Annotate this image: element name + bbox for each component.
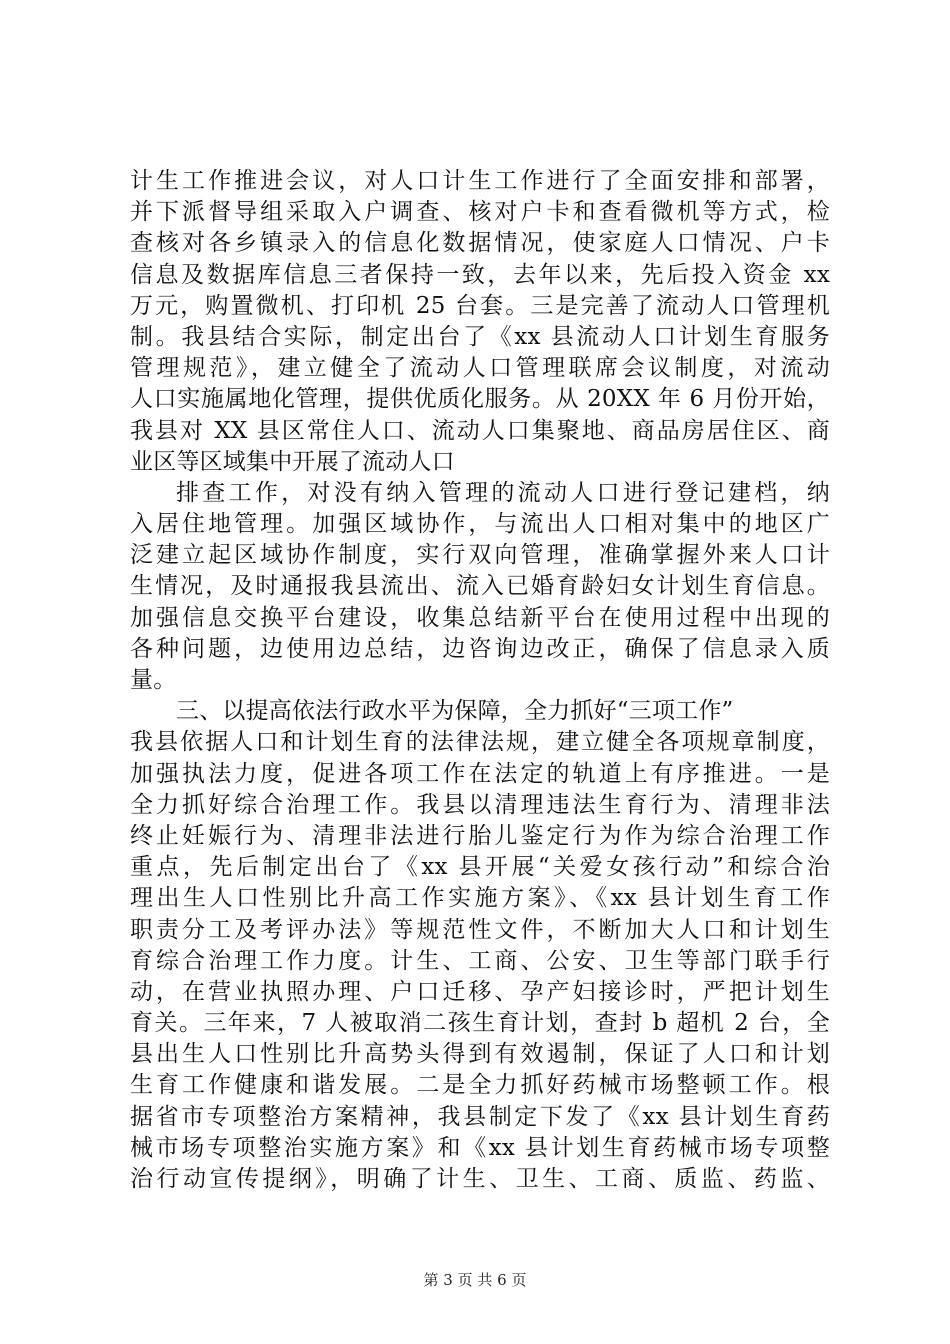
text-line: 并下派督导组采取入户调查、核对户卡和查看微机等方式，检: [130, 199, 830, 226]
text-line: 育综合治理工作力度。计生、工商、公安、卫生等部门联手行: [130, 947, 830, 974]
paragraph-first-line: 排查工作，对没有纳入管理的流动人口进行登记建档，纳: [176, 479, 830, 506]
text-line: 全力抓好综合治理工作。我县以清理违法生育行为、清理非法: [130, 791, 830, 818]
text-line: 治行动宣传提纲》，明确了计生、卫生、工商、质监、药监、: [130, 1166, 830, 1192]
document-body: [130, 166, 830, 1195]
text-line: 职责分工及考评办法》等规范性文件，不断加大人口和计划生: [130, 916, 830, 943]
text-line: 械市场专项整治实施方案》和《xx 县计划生育药械市场专项整: [130, 1134, 830, 1161]
text-line: 信息及数据库信息三者保持一致，去年以来，先后投入资金 xx: [130, 261, 830, 288]
text-line: 业区等区域集中开展了流动人口: [130, 448, 455, 475]
text-line: 万元，购置微机、打印机 25 台套。三是完善了流动人口管理机: [130, 292, 830, 319]
text-line: 县出生人口性别比升高势头得到有效遏制，保证了人口和计划: [130, 1041, 830, 1068]
section-heading: 三、以提高依法行政水平为保障，全力抓好“三项工作”: [176, 698, 734, 725]
text-line: 我县对 XX 县区常住人口、流动人口集聚地、商品房居住区、商: [130, 417, 830, 444]
text-line: 人口实施属地化管理，提供优质化服务。从 20XX 年 6 月份开始，: [130, 386, 830, 413]
text-line: 泛建立起区域协作制度，实行双向管理，准确掌握外来人口计: [130, 542, 830, 569]
text-line: 计生工作推进会议，对人口计生工作进行了全面安排和部署，: [130, 168, 830, 194]
text-line: 查核对各乡镇录入的信息化数据情况，使家庭人口情况、户卡: [130, 230, 830, 257]
text-line: 量。: [130, 667, 177, 693]
text-line: 管理规范》，建立健全了流动人口管理联席会议制度，对流动: [130, 355, 830, 382]
text-line: 生情况，及时通报我县流出、流入已婚育龄妇女计划生育信息。: [130, 573, 830, 600]
page-number-footer: 第 3 页 共 6 页: [423, 1271, 527, 1289]
text-line: 入居住地管理。加强区域协作，与流出人口相对集中的地区广: [130, 511, 830, 538]
text-line: 制。我县结合实际，制定出台了《xx 县流动人口计划生育服务: [130, 323, 830, 350]
text-line: 动，在营业执照办理、户口迁移、孕产妇接诊时，严把计划生: [130, 978, 830, 1005]
text-line: 据省市专项整治方案精神，我县制定下发了《xx 县计划生育药: [130, 1103, 830, 1130]
text-line: 生育工作健康和谐发展。二是全力抓好药械市场整顿工作。根: [130, 1072, 830, 1099]
text-line: 加强信息交换平台建设，收集总结新平台在使用过程中出现的: [130, 604, 830, 631]
text-line: 重点，先后制定出台了《xx 县开展“关爱女孩行动”和综合治: [130, 854, 830, 881]
text-line: 我县依据人口和计划生育的法律法规，建立健全各项规章制度，: [130, 729, 830, 756]
text-line: 理出生人口性别比升高工作实施方案》、《xx 县计划生育工作: [130, 885, 830, 912]
text-line: 各种问题，边使用边总结，边咨询边改正，确保了信息录入质: [130, 635, 830, 662]
text-line: 加强执法力度，促进各项工作在法定的轨道上有序推进。一是: [130, 760, 830, 787]
text-line: 终止妊娠行为、清理非法进行胎儿鉴定行为作为综合治理工作: [130, 822, 830, 849]
text-line: 育关。三年来，7 人被取消二孩生育计划，查封 b 超机 2 台，全: [130, 1010, 830, 1037]
